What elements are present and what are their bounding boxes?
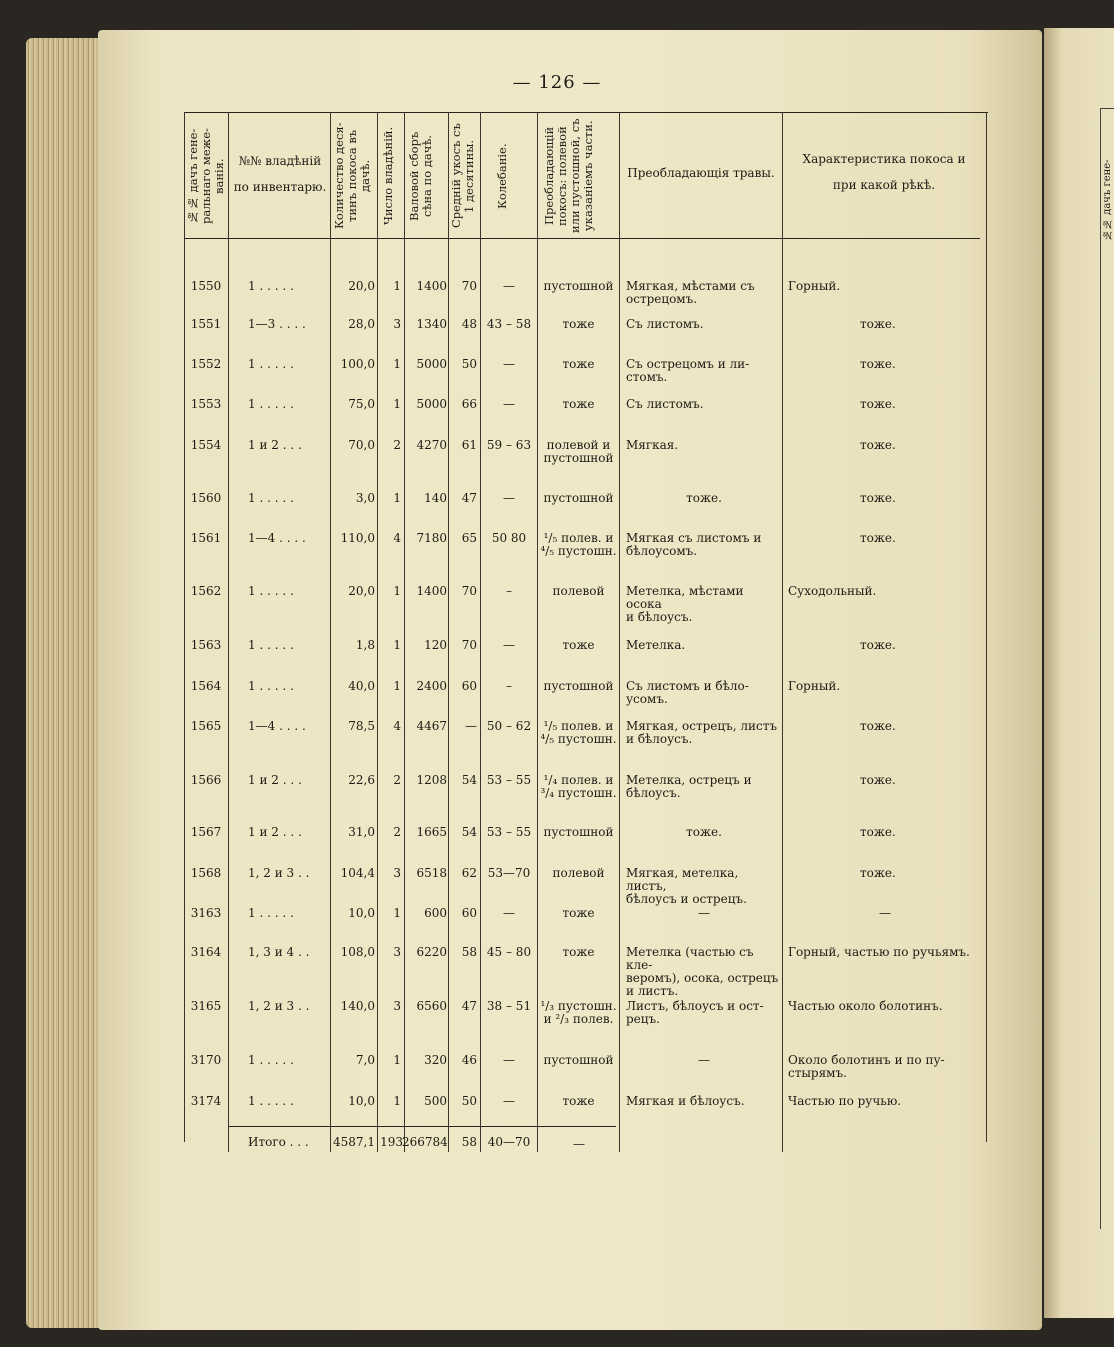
cell-range: 45 – 80 <box>486 945 532 959</box>
cell-grass: Мягкая, мѣстами съ острецомъ. <box>626 279 755 306</box>
cell-character: тоже. <box>860 825 896 839</box>
cell-character: тоже. <box>860 397 896 411</box>
cell-grass: Съ листомъ. <box>626 397 704 411</box>
cell-range: 43 – 58 <box>486 317 532 331</box>
cell-type: тоже <box>562 945 595 959</box>
cell-area: 70,0 <box>348 438 375 452</box>
cell-type: полевой <box>552 866 605 880</box>
cell-avg: 70 <box>461 279 477 293</box>
cell-area: 110,0 <box>340 531 375 545</box>
cell-range: — <box>503 397 515 411</box>
cell-gross: 1400 <box>416 279 447 293</box>
cell-gross: 7180 <box>416 531 447 545</box>
cell-owner-no: 1 . . . . . <box>248 397 294 411</box>
cell-gross: 140 <box>424 491 447 505</box>
header-grass: Преобладающія травы. <box>627 166 775 180</box>
cell-owners: 3 <box>393 866 401 880</box>
cell-range: — <box>503 491 515 505</box>
cell-owners: 3 <box>393 945 401 959</box>
cell-owner-no: 1 . . . . . <box>248 1053 294 1067</box>
cell-character: тоже. <box>860 638 896 652</box>
cell-range: 53 – 55 <box>486 825 532 839</box>
cell-type: ¹/₅ полев. и ⁴/₅ пустошн. <box>540 719 617 746</box>
cell-type: пустошной <box>543 679 614 693</box>
col-rule <box>377 112 378 1152</box>
cell-dacha-no: 3165 <box>190 999 222 1013</box>
total-label: Итого . . . <box>248 1135 309 1149</box>
cell-range: – <box>506 584 512 598</box>
cell-avg: 61 <box>461 438 477 452</box>
cell-gross: 6518 <box>416 866 447 880</box>
cell-owner-no: 1 . . . . . <box>248 638 294 652</box>
cell-range: – <box>506 679 512 693</box>
cell-character: тоже. <box>860 773 896 787</box>
col-rule <box>537 112 538 1152</box>
cell-area: 40,0 <box>348 679 375 693</box>
cell-gross: 120 <box>424 638 447 652</box>
cell-range: — <box>503 1053 515 1067</box>
cell-dacha-no: 1562 <box>190 584 222 598</box>
header-owner-no: №№ владѣній по инвентарю. <box>233 154 327 194</box>
cell-avg: 70 <box>461 638 477 652</box>
cell-type: тоже <box>562 397 595 411</box>
page-edges <box>26 38 106 1328</box>
cell-owner-no: 1, 2 и 3 . . <box>248 866 310 880</box>
cell-character: — <box>879 906 891 920</box>
cell-owners: 1 <box>393 679 401 693</box>
cell-gross: 4270 <box>416 438 447 452</box>
cell-dacha-no: 1568 <box>190 866 222 880</box>
col-rule <box>480 112 481 1152</box>
cell-owners: 1 <box>393 1053 401 1067</box>
header-character: Характеристика покоса и при какой рѣкѣ. <box>802 152 966 192</box>
cell-range: 50 – 62 <box>486 719 532 733</box>
cell-area: 1,8 <box>355 638 375 652</box>
next-page-table <box>1100 108 1114 1229</box>
cell-grass: — <box>698 1053 710 1067</box>
cell-grass: Мягкая, метелка, листъ, бѣлоусъ и острецъ. <box>626 866 747 906</box>
page-number: — 126 — <box>512 72 602 93</box>
cell-area: 3,0 <box>355 491 375 505</box>
cell-gross: 2400 <box>416 679 447 693</box>
cell-character: Суходольный. <box>788 584 877 598</box>
cell-type: тоже <box>562 638 595 652</box>
cell-area: 7,0 <box>355 1053 375 1067</box>
cell-range: — <box>503 279 515 293</box>
cell-grass: Съ острецомъ и ли- стомъ. <box>626 357 750 384</box>
total-area: 4587,1 <box>333 1135 375 1149</box>
cell-character: Около болотинъ и по пу- стырямъ. <box>788 1053 945 1080</box>
cell-character: Горный, частью по ручьямъ. <box>788 945 970 959</box>
cell-owners: 4 <box>393 531 401 545</box>
cell-area: 140,0 <box>340 999 375 1013</box>
cell-type: пустошной <box>543 1053 614 1067</box>
cell-type: ¹/₄ полев. и ³/₄ пустошн. <box>540 773 617 800</box>
cell-owners: 2 <box>393 825 401 839</box>
cell-dacha-no: 1550 <box>190 279 222 293</box>
cell-grass: Мягкая. <box>626 438 679 452</box>
cell-type: пустошной <box>543 279 614 293</box>
header-area: Количество деся- тинъ покоса въ дачѣ. <box>332 122 372 230</box>
cell-owner-no: 1—3 . . . . <box>248 317 306 331</box>
cell-dacha-no: 1565 <box>190 719 222 733</box>
header-owners: Число владѣній. <box>381 126 395 226</box>
cell-owner-no: 1 . . . . . <box>248 584 294 598</box>
cell-type: полевой <box>552 584 605 598</box>
cell-gross: 1665 <box>416 825 447 839</box>
cell-area: 20,0 <box>348 279 375 293</box>
cell-character: тоже. <box>860 531 896 545</box>
cell-avg: 54 <box>461 773 477 787</box>
header-rule <box>184 238 980 239</box>
cell-avg: 65 <box>461 531 477 545</box>
cell-dacha-no: 1564 <box>190 679 222 693</box>
cell-area: 104,4 <box>340 866 375 880</box>
cell-dacha-no: 3164 <box>190 945 222 959</box>
cell-owner-no: 1 и 2 . . . <box>248 438 302 452</box>
cell-avg: 50 <box>461 1094 477 1108</box>
cell-owners: 1 <box>393 491 401 505</box>
cell-avg: 60 <box>461 679 477 693</box>
cell-owner-no: 1—4 . . . . <box>248 531 306 545</box>
col-rule <box>404 112 405 1152</box>
header-avg: Средній укосъ съ 1 десятины. <box>449 123 476 229</box>
col-rule <box>986 112 987 1142</box>
cell-area: 10,0 <box>348 906 375 920</box>
cell-area: 100,0 <box>340 357 375 371</box>
total-range: 40—70 <box>487 1135 531 1149</box>
cell-type: тоже <box>562 357 595 371</box>
cell-owners: 3 <box>393 999 401 1013</box>
cell-range: — <box>503 1094 515 1108</box>
cell-owners: 1 <box>393 906 401 920</box>
cell-grass: Метелка. <box>626 638 686 652</box>
cell-gross: 6220 <box>416 945 447 959</box>
cell-owners: 3 <box>393 317 401 331</box>
cell-gross: 1208 <box>416 773 447 787</box>
cell-type: тоже <box>562 317 595 331</box>
cell-dacha-no: 1566 <box>190 773 222 787</box>
cell-type: пустошной <box>543 825 614 839</box>
cell-range: 38 – 51 <box>486 999 532 1013</box>
cell-character: тоже. <box>860 357 896 371</box>
header-type: Преобладающій покосъ: полевой или пустошной, съ указаніемъ части. <box>542 118 595 234</box>
header-gross: Валовой сборъ сѣна по дачѣ. <box>407 131 434 221</box>
cell-area: 78,5 <box>348 719 375 733</box>
header-range: Колебаніе. <box>495 143 509 209</box>
cell-grass: Съ листомъ. <box>626 317 704 331</box>
cell-gross: 1340 <box>416 317 447 331</box>
cell-owners: 1 <box>393 638 401 652</box>
cell-type: полевой и пустошной <box>543 438 614 465</box>
cell-type: тоже <box>562 1094 595 1108</box>
total-rule <box>228 1126 616 1127</box>
next-page-header: №№ дачъ гене- <box>1102 159 1113 240</box>
cell-range: 59 – 63 <box>486 438 532 452</box>
cell-character: тоже. <box>860 317 896 331</box>
cell-dacha-no: 1567 <box>190 825 222 839</box>
cell-range: 53 – 55 <box>486 773 532 787</box>
cell-type: ¹/₃ пустошн. и ²/₃ полев. <box>540 999 617 1026</box>
col-rule <box>330 112 331 1152</box>
cell-owners: 1 <box>393 1094 401 1108</box>
cell-grass: Мягкая съ листомъ и бѣлоусомъ. <box>626 531 762 558</box>
cell-dacha-no: 3174 <box>190 1094 222 1108</box>
cell-owner-no: 1 . . . . . <box>248 1094 294 1108</box>
cell-avg: 66 <box>461 397 477 411</box>
cell-owner-no: 1 . . . . . <box>248 357 294 371</box>
cell-character: тоже. <box>860 719 896 733</box>
cell-gross: 5000 <box>416 357 447 371</box>
col-rule <box>184 112 185 1142</box>
col-rule <box>228 112 229 1152</box>
cell-gross: 6560 <box>416 999 447 1013</box>
cell-type: тоже <box>562 906 595 920</box>
cell-dacha-no: 1560 <box>190 491 222 505</box>
cell-character: Горный. <box>788 679 841 693</box>
cell-avg: 58 <box>461 945 477 959</box>
cell-character: Горный. <box>788 279 841 293</box>
cell-owner-no: 1, 3 и 4 . . <box>248 945 310 959</box>
cell-area: 75,0 <box>348 397 375 411</box>
cell-gross: 320 <box>424 1053 447 1067</box>
cell-dacha-no: 3170 <box>190 1053 222 1067</box>
cell-dacha-no: 1554 <box>190 438 222 452</box>
cell-dacha-no: 1561 <box>190 531 222 545</box>
cell-owner-no: 1 . . . . . <box>248 491 294 505</box>
cell-range: — <box>503 906 515 920</box>
cell-character: тоже. <box>860 438 896 452</box>
cell-range: 50 80 <box>491 531 527 545</box>
cell-character: тоже. <box>860 491 896 505</box>
cell-gross: 5000 <box>416 397 447 411</box>
cell-area: 108,0 <box>340 945 375 959</box>
cell-avg: — <box>465 719 477 733</box>
cell-gross: 1400 <box>416 584 447 598</box>
table-top-rule <box>184 112 988 113</box>
cell-dacha-no: 1553 <box>190 397 222 411</box>
cell-avg: 46 <box>461 1053 477 1067</box>
cell-owners: 1 <box>393 397 401 411</box>
cell-grass: — <box>698 906 710 920</box>
cell-owner-no: 1 . . . . . <box>248 279 294 293</box>
cell-area: 31,0 <box>348 825 375 839</box>
cell-character: Частью по ручью. <box>788 1094 902 1108</box>
cell-range: — <box>503 357 515 371</box>
cell-avg: 47 <box>461 491 477 505</box>
col-rule <box>782 112 783 1152</box>
cell-owner-no: 1—4 . . . . <box>248 719 306 733</box>
cell-owners: 1 <box>393 357 401 371</box>
cell-owner-no: 1 . . . . . <box>248 906 294 920</box>
total-type: — <box>573 1137 585 1151</box>
cell-owner-no: 1, 2 и 3 . . <box>248 999 310 1013</box>
cell-avg: 48 <box>461 317 477 331</box>
cell-avg: 47 <box>461 999 477 1013</box>
cell-avg: 60 <box>461 906 477 920</box>
cell-owner-no: 1 и 2 . . . <box>248 773 302 787</box>
cell-character: Частью около болотинъ. <box>788 999 943 1013</box>
cell-gross: 4467 <box>416 719 447 733</box>
header-dacha-no: №№ дачъ гене- ральнаго меже- ванія. <box>186 128 226 224</box>
cell-dacha-no: 1551 <box>190 317 222 331</box>
cell-area: 22,6 <box>348 773 375 787</box>
cell-area: 10,0 <box>348 1094 375 1108</box>
cell-owners: 2 <box>393 773 401 787</box>
cell-area: 20,0 <box>348 584 375 598</box>
cell-range: — <box>503 638 515 652</box>
cell-grass: Метелка (частью съ кле- веромъ), осока, острецъ и листъ. <box>626 945 779 998</box>
cell-grass: Листъ, бѣлоусъ и ост- рецъ. <box>626 999 764 1026</box>
cell-character: тоже. <box>860 866 896 880</box>
total-owners: 193 <box>380 1135 403 1149</box>
cell-owner-no: 1 и 2 . . . <box>248 825 302 839</box>
cell-dacha-no: 1563 <box>190 638 222 652</box>
cell-grass: тоже. <box>686 491 722 505</box>
cell-grass: Съ листомъ и бѣло- усомъ. <box>626 679 749 706</box>
cell-grass: Метелка, острецъ и бѣлоусъ. <box>626 773 752 800</box>
cell-dacha-no: 3163 <box>190 906 222 920</box>
cell-area: 28,0 <box>348 317 375 331</box>
cell-avg: 70 <box>461 584 477 598</box>
cell-avg: 54 <box>461 825 477 839</box>
cell-range: 53—70 <box>487 866 531 880</box>
cell-grass: тоже. <box>686 825 722 839</box>
total-avg: 58 <box>461 1135 477 1149</box>
cell-grass: Метелка, мѣстами осока и бѣлоусъ. <box>626 584 744 624</box>
cell-owners: 4 <box>393 719 401 733</box>
cell-owner-no: 1 . . . . . <box>248 679 294 693</box>
col-rule <box>448 112 449 1152</box>
cell-owners: 1 <box>393 279 401 293</box>
cell-avg: 50 <box>461 357 477 371</box>
cell-avg: 62 <box>461 866 477 880</box>
cell-gross: 600 <box>424 906 447 920</box>
col-rule <box>619 112 620 1152</box>
cell-dacha-no: 1552 <box>190 357 222 371</box>
cell-type: ¹/₅ полев. и ⁴/₅ пустошн. <box>540 531 617 558</box>
cell-owners: 1 <box>393 584 401 598</box>
cell-owners: 2 <box>393 438 401 452</box>
cell-type: пустошной <box>543 491 614 505</box>
cell-gross: 500 <box>424 1094 447 1108</box>
total-gross: 266784 <box>402 1135 448 1149</box>
cell-grass: Мягкая, острецъ, листъ и бѣлоусъ. <box>626 719 777 746</box>
cell-grass: Мягкая и бѣлоусъ. <box>626 1094 745 1108</box>
